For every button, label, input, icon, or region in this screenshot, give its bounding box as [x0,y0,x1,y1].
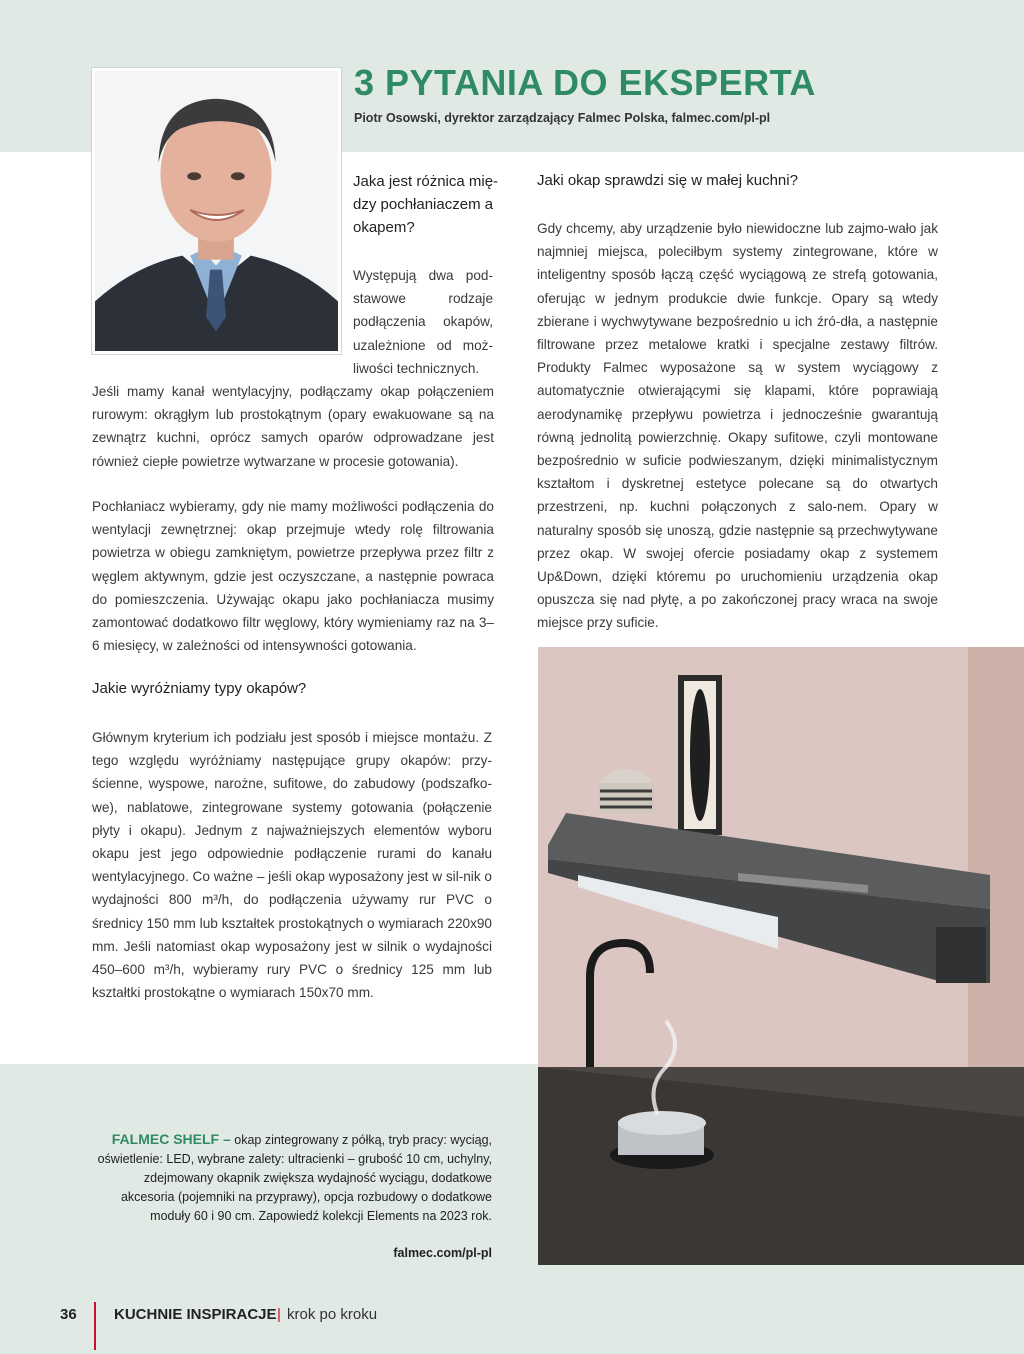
answer-1-paragraph: Jeśli mamy kanał wentylacyjny, podłączamy okap połączeniem rurowym: okrągłym lub prostokątnym (opary ewakuowane są na zewnątrz kuchni, oprócz samych oparów odprowadzane jest również ciepłe powietrze wytwarzane w procesie gotowania). [92,384,494,469]
magazine-subtitle: krok po kroku [287,1306,378,1323]
magazine-name: KUCHNIE INSPIRACJE [114,1306,277,1323]
question-2: Jakie wyróżniamy typy okapów? [92,680,307,697]
footer-divider [94,1302,96,1350]
expert-portrait [91,67,342,355]
answer-3: Gdy chcemy, aby urządzenie było niewidoczne lub zajmo-wało jak najmniej miejsca, poleciłbym systemy zintegrowane, które w inteligentny sposób łączą część wyciągową ze strefą gotowania, oferując w jednym produkcie dwie funkcje. Opary są wtedy zbierane i wychwytywane bezpośrednio u ich źró-dła, a następnie filtrowane przez metalowe kratki i specjalne zestawy filtrów. Produkty Falmec wyposażone są w system wyciągowy z automatycznie otwierającymi się klapami, które poprawiają aerodynamikę przepływu powietrza i jednocześnie gwarantują równą jednolitą powierzchnię. Okapy sufitowe, czyli montowane bezpośrednio w suficie podwieszanym, dzięki minimalistycznym kształtom i dyskretnej estetyce polecane są do otwartych przestrzeni, np. kuchni połączonych z salo-nem. Opary w naturalny sposób się unoszą, gdzie następnie są przechwytywane przez okap. W swojej ofercie posiadamy okap z systemem Up&Down, dzięki któremu po uruchomieniu urządzenia okap opuszcza się nad płytę, a po zakończonej pracy wraca na swoje miejsce przy suficie. [537,221,938,631]
question-3: Jaki okap sprawdzi się w małej kuchni? [537,172,798,189]
caption-text: okap zintegrowany z półką, tryb pracy: wyciąg, oświetlenie: LED, wybrane zalety: ultracienki – grubość 10 cm, uchylny, zdejmowany okapnik zwiększa wydajność wyciągu, dodatkowe akcesoria (pojemniki na przyprawy), opcja rozbudowy o dodatkowe moduły 60 i 90 cm. Zapowiedź kolekcji Elements na 2023 rok. [97,1133,492,1223]
page-number: 36 [60,1306,77,1323]
caption-brand: FALMEC SHELF – [111,1131,231,1147]
product-photo [538,647,1024,1265]
caption-url: falmec.com/pl-pl [393,1246,492,1260]
footer-separator: | [277,1306,281,1323]
answer-2: Głównym kryterium ich podziału jest sposób i miejsce montażu. Z tego względu wyróżniamy następujące grupy okapów: przy-ścienne, wyspowe, narożne, sufitowe, do zabudowy (podszafko-we), nablatowe, zintegrowane systemy gotowania (połączenie płyty i okapu). Jednym z najważniejszych elementów wyboru okapu jest jego odpowiednie podłączenie rurami do kanału wentylacyjnego. Co ważne – jeśli okap wyposażony jest w sil-nik o wydajności 800 m³/h, do podłączenia używamy rur PVC o średnicy 150 mm lub kształtek prostokątnych o wymiarach 220x90 mm. Jeśli natomiast okap wyposażony jest w silnik o wydajności 450–600 m³/h, wybieramy rury PVC o średnicy 125 mm lub kształtki prostokątne o wymiarach 150x70 mm. [92,730,492,1001]
answer-1-intro: Występują dwa pod-stawowe rodzaje podłączenia okapów, uzależnione od moż-liwości technicznych. [353,268,493,376]
page-title: 3 PYTANIA DO EKSPERTA [354,62,816,103]
expert-byline: Piotr Osowski, dyrektor zarządzający Falmec Polska, falmec.com/pl-pl [354,111,771,125]
question-1: Jaka jest różnica mię-dzy pochłaniaczem a okapem? [353,173,499,236]
photo-caption [92,1130,492,1226]
answer-1-paragraph-2: Pochłaniacz wybieramy, gdy nie mamy możliwości podłączenia do wentylacji zewnętrznej: okap przejmuje wtedy rolę filtrowania powietrza w obiegu zamkniętym, powietrze przepływa przez filtr z węglem aktywnym, gdzie jest oczyszczane, a następnie powraca do pomieszczenia. Używając okapu jako pochłaniacza musimy zamontować dodatkowo filtr węglowy, który wymieniamy raz na 3–6 miesięcy, w zależności od intensywności gotowania. [92,499,494,654]
